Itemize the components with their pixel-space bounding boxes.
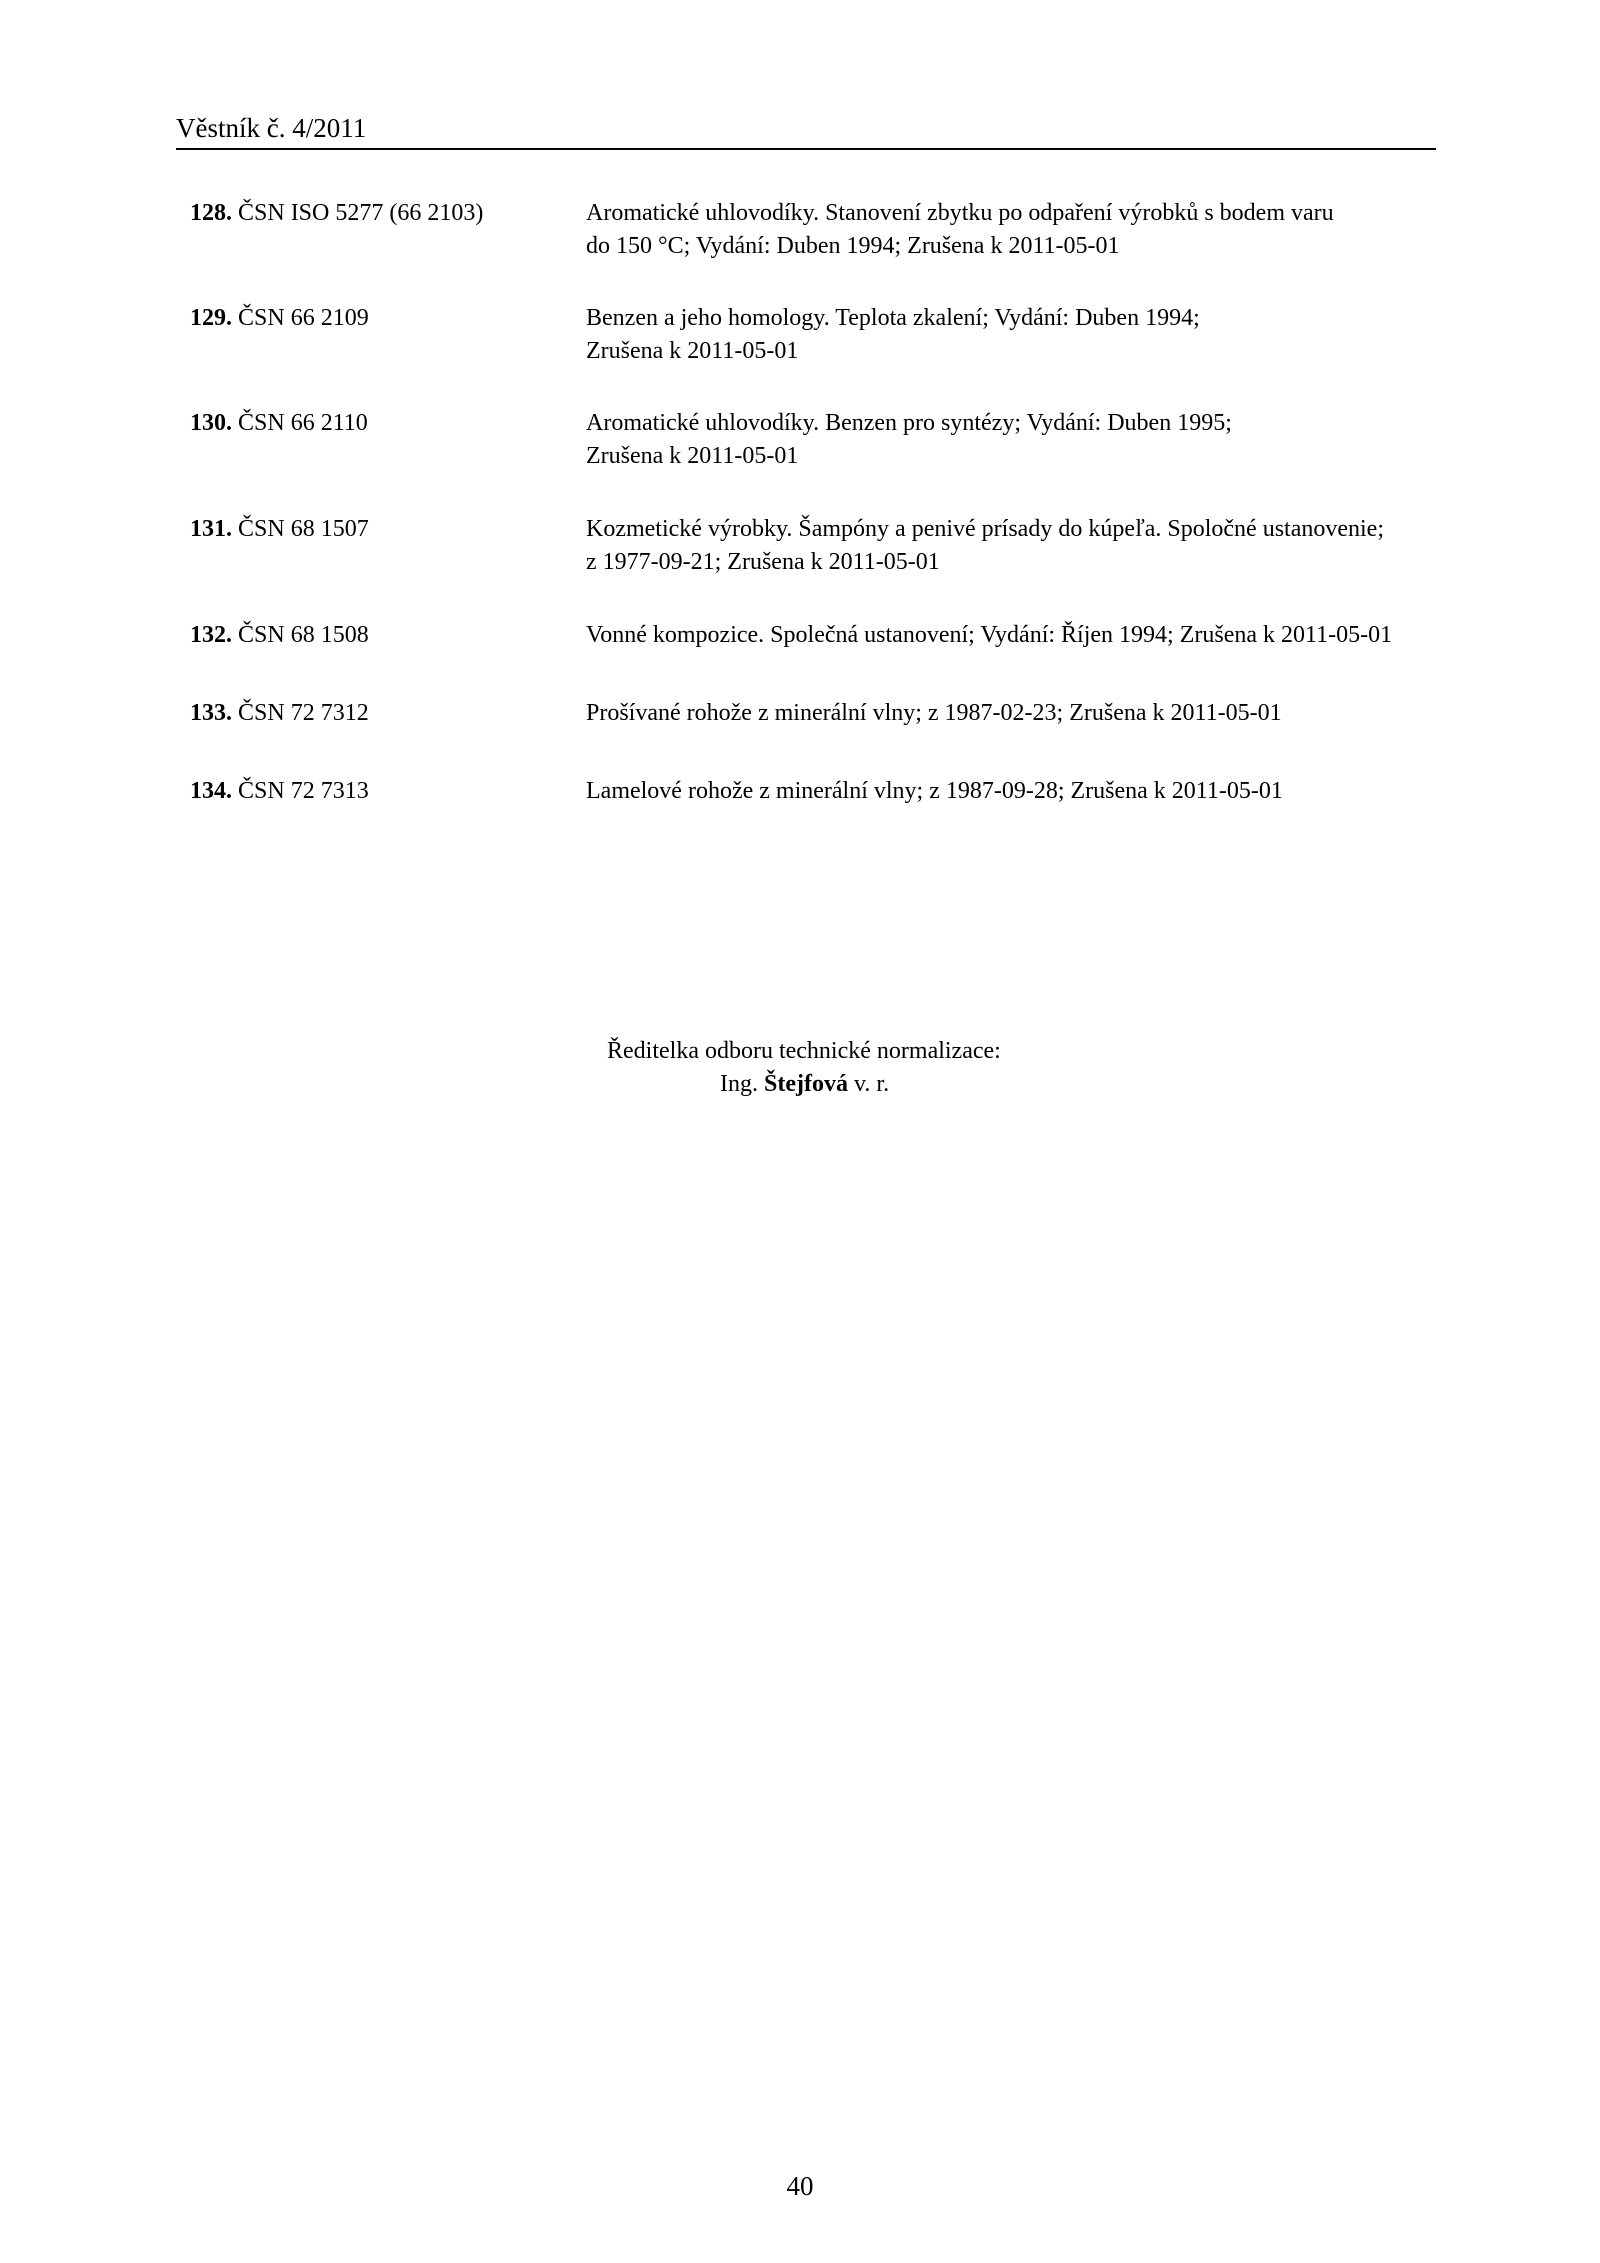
entry-id [190, 197, 483, 230]
entry-description-line: Lamelové rohože z minerální vlny; z 1987-09-28; Zrušena k 2011-05-01 [586, 778, 1283, 804]
entry-description [586, 407, 1426, 473]
entry-description-line: z 1977-09-21; Zrušena k 2011-05-01 [586, 549, 940, 575]
entry-description-line: Aromatické uhlovodíky. Benzen pro syntézy; Vydání: Duben 1995; [586, 410, 1232, 436]
entry-id [190, 775, 369, 808]
entry-description-line: Kozmetické výrobky. Šampóny a penivé prísady do kúpeľa. Spoločné ustanovenie; [586, 516, 1384, 542]
entry-number: 130. [190, 410, 232, 436]
entry-code: ČSN 72 7313 [238, 778, 369, 804]
entry-description [586, 197, 1426, 263]
entry-code: ČSN 72 7312 [238, 700, 369, 726]
entry-code: ČSN 66 2110 [238, 410, 368, 436]
entry-description [586, 775, 1426, 808]
entry-description-line: Zrušena k 2011-05-01 [586, 443, 799, 469]
journal-title: Věstník č. 4/2011 [176, 113, 367, 143]
entry-description [586, 619, 1426, 652]
entry-id [190, 697, 369, 730]
entry-code: ČSN 68 1508 [238, 622, 369, 648]
entry-number: 132. [190, 622, 232, 648]
entry-description-line: Aromatické uhlovodíky. Stanovení zbytku po odpaření výrobků s bodem varu [586, 200, 1334, 226]
entry-number: 133. [190, 700, 232, 726]
entry-id [190, 513, 369, 546]
entry-description-line: do 150 °C; Vydání: Duben 1994; Zrušena k 2011-05-01 [586, 233, 1120, 259]
signatory-name [720, 1068, 889, 1101]
entry-description-line: Prošívané rohože z minerální vlny; z 1987-02-23; Zrušena k 2011-05-01 [586, 700, 1282, 726]
signatory-suffix: v. r. [853, 1071, 890, 1097]
signatory-role: Ředitelka odboru technické normalizace: [607, 1038, 1001, 1064]
entry-description [586, 513, 1426, 579]
entry-description-line: Zrušena k 2011-05-01 [586, 338, 799, 364]
entry-id [190, 619, 369, 652]
entry-number: 134. [190, 778, 232, 804]
page-header [176, 112, 1436, 150]
entry-number: 131. [190, 516, 232, 542]
entry-description [586, 697, 1426, 730]
entry-id [190, 407, 368, 440]
signatory-title: Ing. [720, 1071, 758, 1097]
page-number: 40 [786, 2171, 814, 2201]
entry-id [190, 302, 369, 335]
entry-code: ČSN 68 1507 [238, 516, 369, 542]
entry-description-line: Vonné kompozice. Společná ustanovení; Vydání: Říjen 1994; Zrušena k 2011-05-01 [586, 622, 1393, 648]
entry-code: ČSN 66 2109 [238, 305, 369, 331]
signatory-surname: Štejfová [764, 1071, 848, 1097]
entry-code: ČSN ISO 5277 (66 2103) [238, 200, 484, 226]
entry-description [586, 302, 1426, 368]
entry-description-line: Benzen a jeho homology. Teplota zkalení; Vydání: Duben 1994; [586, 305, 1200, 331]
entry-number: 128. [190, 200, 232, 226]
entry-number: 129. [190, 305, 232, 331]
